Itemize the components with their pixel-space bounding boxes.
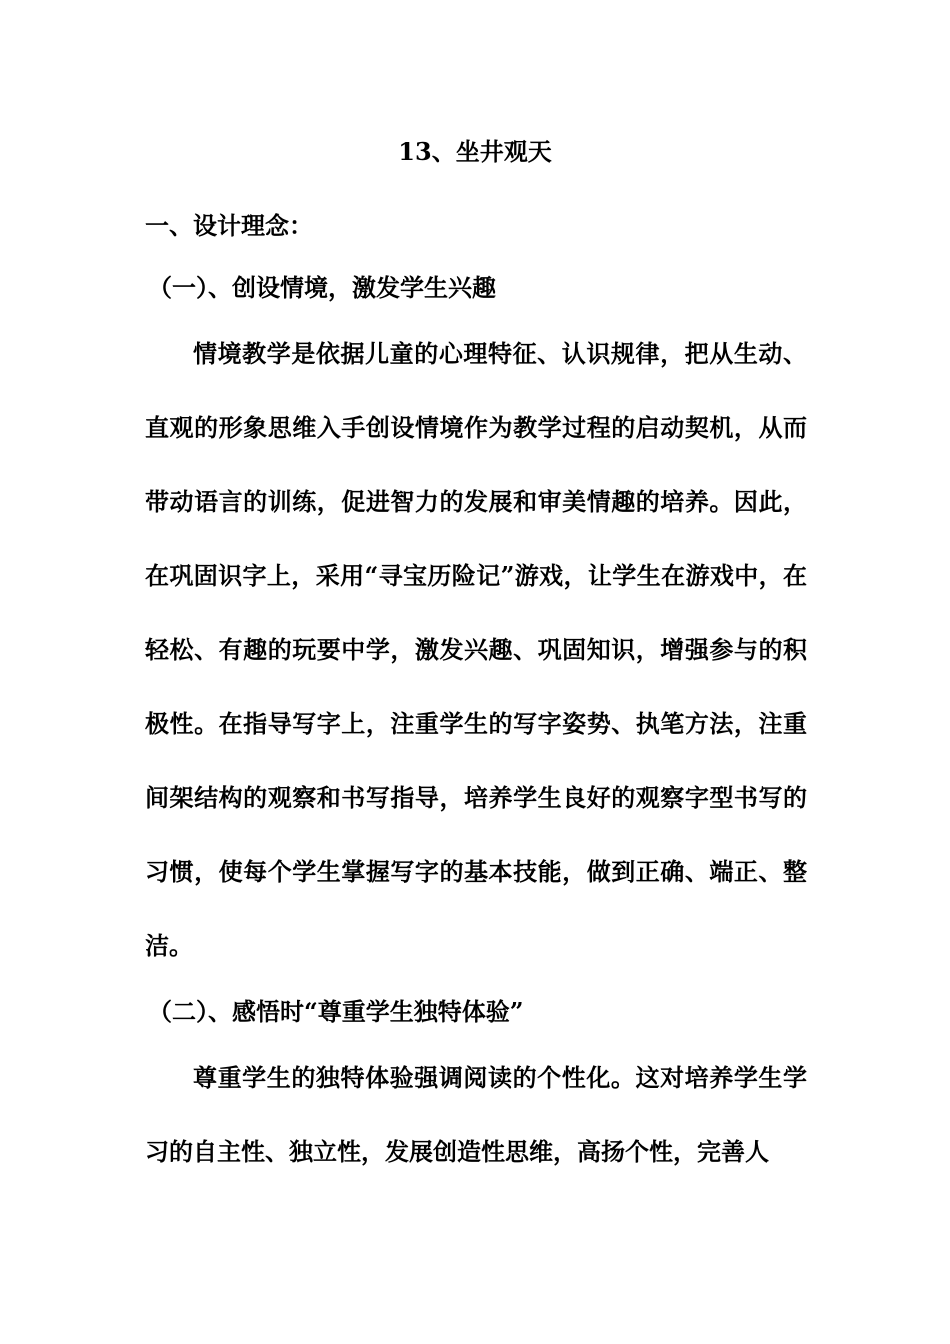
paragraph-situational-teaching: 情境教学是依据儿童的心理特征、认识规律，把从生动、直观的形象思维入手创设情境作为教学过程的启动契机，从而带动语言的训练，促进智力的发展和审美情趣的培养。因此，在巩固识字上，采用“寻宝历险记”游戏，让学生在游戏中，在轻松、有趣的玩要中学，激发兴趣、巩固知识，增强参与的积极性。在指导写字上，注重学生的写字姿势、执笔方法，注重间架结构的观察和书写指导，培养学生良好的观察字型书写的习惯，使每个学生掌握写字的基本技能，做到正确、端正、整洁。 (145, 339, 807, 960)
subsection-heading-create-situation: （一）、创设情境，激发学生兴趣 (148, 273, 496, 302)
section-heading-design-concept: 一、设计理念： (145, 211, 313, 240)
document-title: 13、坐井观天 (398, 137, 552, 166)
paragraph-respect-experience: 尊重学生的独特体验强调阅读的个性化。这对培养学生学习的自主性、独立性，发展创造性思维，高扬个性，完善人 (145, 1063, 807, 1166)
subsection-heading-respect-experience: （二）、感悟时“尊重学生独特体验” (148, 997, 524, 1026)
